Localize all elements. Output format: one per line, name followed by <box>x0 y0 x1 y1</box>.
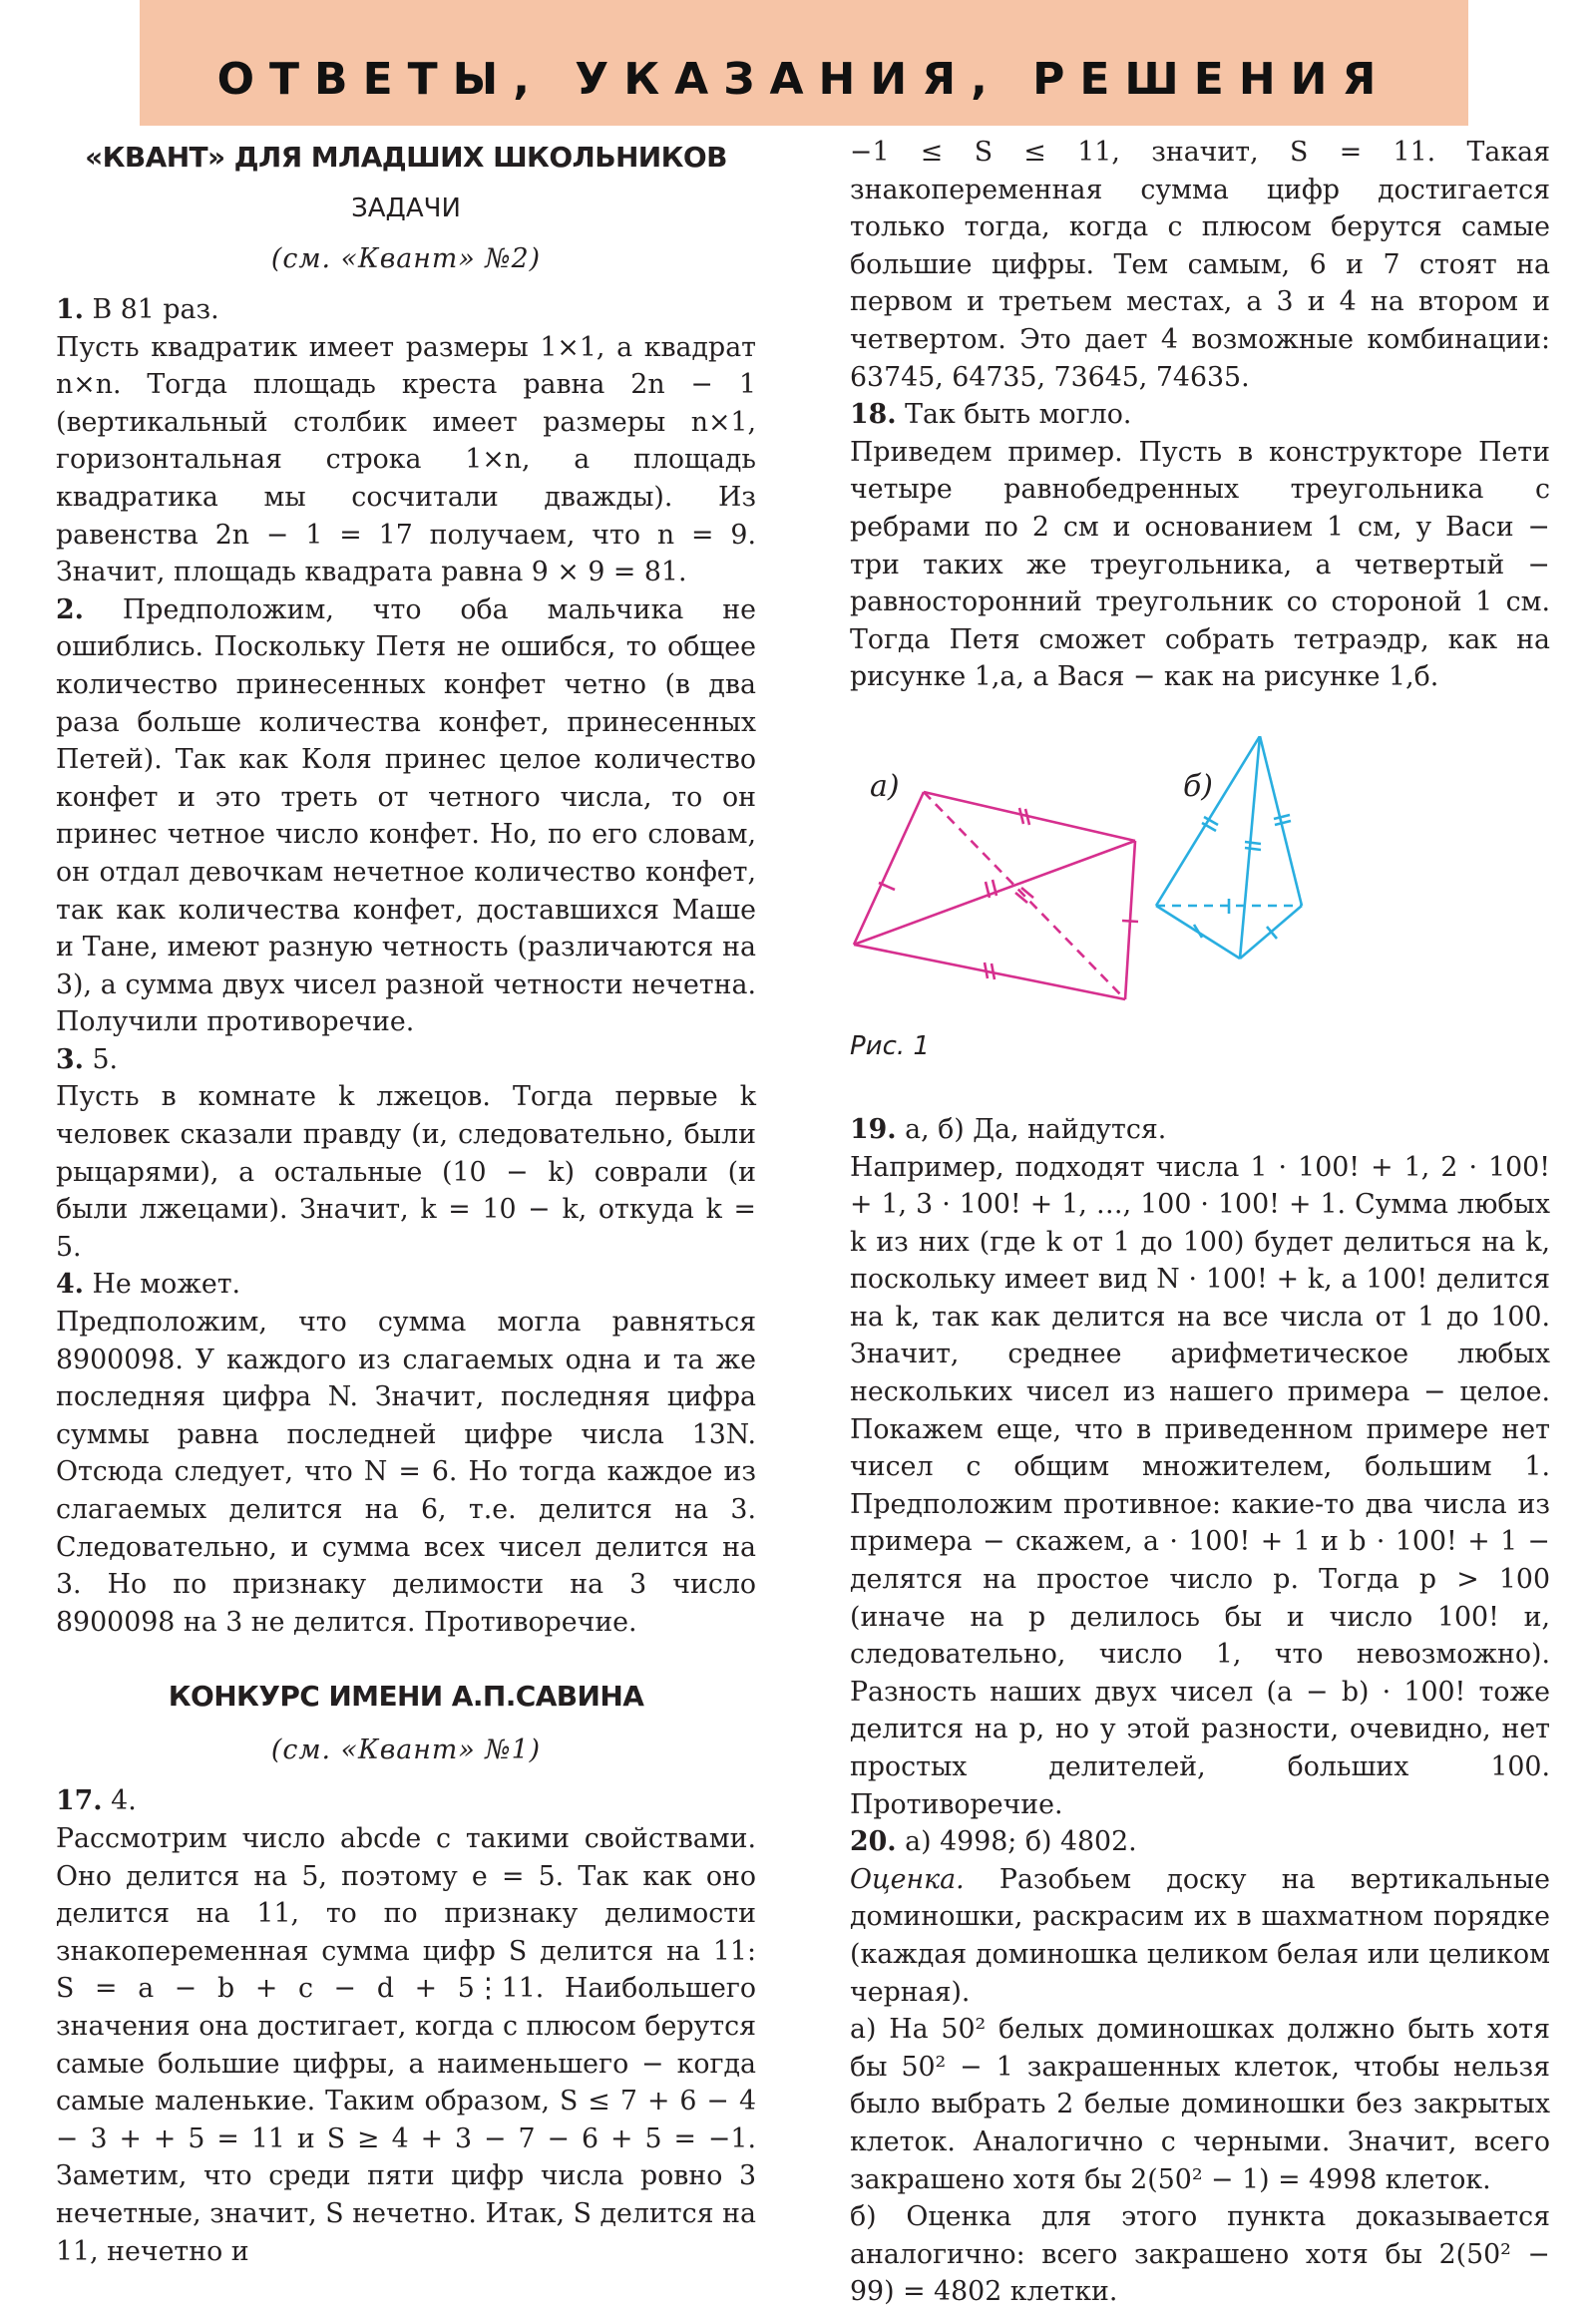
answer-18 <box>850 396 1550 434</box>
answer-text: 5. <box>83 1043 119 1075</box>
solution-18: Приведем пример. Пусть в конструкторе Пети четыре равнобедренных треугольника с ребрами по 2 см и основанием 1 см, у Васи − три таких же треугольника, а четвертый − равносторонний треугольник со стороной 1 см. Тогда Петя сможет собрать тетраэдр, как на рисунке 1,а, а Вася − как на рисунке 1,б. <box>850 436 1550 693</box>
section-reference: (см. «Квант» №1) <box>270 1734 542 1766</box>
answer-17 <box>56 1782 756 1820</box>
page-title: ОТВЕТЫ, УКАЗАНИЯ, РЕШЕНИЯ <box>216 54 1392 105</box>
answer-1 <box>56 291 756 329</box>
problem-number: 19. <box>850 1113 897 1145</box>
answer-19 <box>850 1111 1550 1149</box>
problem-number: 2. <box>56 593 84 625</box>
problem-number: 3. <box>56 1043 84 1075</box>
estimate-text: Разобьем доску на вертикальные доминошки, раскрасим их в шахматном порядке (каждая доминошка целиком белая или целиком черная). <box>850 1863 1550 2008</box>
answer-text: Так быть могло. <box>896 399 1132 431</box>
solution-17-continued: −1 ≤ S ≤ 11, значит, S = 11. Такая знакопеременная сумма цифр достигается только тогда, когда с плюсом берутся самые большие цифры. Тем самым, 6 и 7 стоят на первом и третьем местах, а 3 и 4 на втором и четвертом. Это дает 4 возможные комбинации: 63745, 64735, 73645, 74635. <box>850 137 1550 393</box>
answer-text: а) 4998; б) 4802. <box>896 1826 1137 1858</box>
solution-1: Пусть квадратик имеет размеры 1×1, а квадрат n×n. Тогда площадь креста равна 2n − 1 (вертикальный столбик имеет размеры n×1, горизонтальная строка 1×n, а площадь квадратика мы сосчитали дважды). Из равенства 2n − 1 = 17 получаем, что n = 9. Значит, площадь квадрата равна 9 × 9 = 81. <box>56 331 756 588</box>
answer-3 <box>56 1041 756 1079</box>
problem-number: 20. <box>850 1826 897 1858</box>
problem-number: 17. <box>56 1785 103 1817</box>
problem-2 <box>56 591 756 1041</box>
problem-number: 18. <box>850 399 897 431</box>
figure-b-tetrahedron <box>1156 736 1302 959</box>
answer-text: Не может. <box>83 1269 241 1301</box>
problem-number: 1. <box>56 294 84 325</box>
figure-label-b: б) <box>1183 768 1214 804</box>
section-title-savin: КОНКУРС ИМЕНИ А.П.САВИНА <box>168 1680 644 1714</box>
solution-20-b: б) Оценка для этого пункта доказывается аналогично: всего закрашено хотя бы 2(50² − 99) = 4802 клетки. <box>850 2201 1550 2308</box>
solution-19: Например, подходят числа 1 · 100! + 1, 2 · 100! + 1, 3 · 100! + 1, …, 100 · 100! + 1. Сумма любых k из них (где k от 1 до 100) будет делиться на k, поскольку имеет вид N · 100! + k, а 100! делится на k, так как делится на все числа от 1 до 100. Значит, среднее арифметическое любых нескольких чисел из нашего примера − целое. Покажем еще, что в приведенном примере нет чисел с общим множителем, большим 1. Предположим противное: какие-то два числа из примера − скажем, a · 100! + 1 и b · 100! + 1 − делятся на простое число p. Тогда p > 100 (иначе на p делилось бы и число 100! и, следовательно, число 1, что невозможно). Разность наших двух чисел (a − b) · 100! тоже делится на p, но у этой разности, очевидно, нет простых делителей, больших 100. Противоречие. <box>850 1151 1550 1820</box>
figure-a-tetrahedron <box>854 792 1138 999</box>
figure-label-a: а) <box>870 768 900 804</box>
section-subtitle: ЗАДАЧИ <box>351 193 461 223</box>
figure-1 <box>850 736 1550 1111</box>
answer-text: а, б) Да, найдутся. <box>896 1113 1167 1145</box>
left-column <box>56 134 756 2270</box>
solution-4: Предположим, что сумма могла равняться 8900098. У каждого из слагаемых одна и та же последняя цифра N. Значит, последняя цифра суммы равна последней цифре числа 13N. Отсюда следует, что N = 6. Но тогда каждое из слагаемых делится на 6, т.е. делится на 3. Следовательно, и сумма всех чисел делится на 3. Но по признаку делимости на 3 число 8900098 на 3 не делится. Противоречие. <box>56 1307 756 1638</box>
answer-20 <box>850 1823 1550 1861</box>
problem-number: 4. <box>56 1269 84 1301</box>
section-reference: (см. «Квант» №2) <box>270 243 542 274</box>
solution-text: Предположим, что оба мальчика не ошиблись. Поскольку Петя не ошибся, то общее количество принесенных конфет четно (в два раза больше количества конфет, принесенных Петей). Так как Коля принес целое количество конфет и это треть от четного числа, то он принес четное число конфет. Но, по его словам, он отдал девочкам нечетное количество конфет, так как количества конфет, доставшихся Маше и Тане, имеют разную четность (различаются на 3), а сумма двух чисел разной четности нечетна. Получили противоречие. <box>56 593 756 1038</box>
answer-text: 4. <box>102 1785 137 1817</box>
solution-17: Рассмотрим число abcde с такими свойствами. Оно делится на 5, поэтому e = 5. Так как оно делится на 11, то по признаку делимости знакопеременная сумма цифр S делится на 11: S = a − b + c − d + 5⋮11. Наибольшего значения она достигает, когда с плюсом берутся самые большие цифры, а наименьшего − когда самые маленькие. Таким образом, S ≤ 7 + 6 − 4 − 3 + + 5 = 11 и S ≥ 4 + 3 − 7 − 6 + 5 = −1. Заметим, что среди пяти цифр числа ровно 3 нечетные, значит, S нечетно. Итак, S делится на 11, нечетно и <box>56 1822 756 2267</box>
estimate-label: Оценка. <box>850 1863 965 1895</box>
solution-20-a: а) На 50² белых доминошках должно быть хотя бы 50² − 1 закрашенных клеток, чтобы нельзя было выбрать 2 белые доминошки без закрытых клеток. Аналогично с черными. Значит, всего закрашено хотя бы 2(50² − 1) = 4998 клеток. <box>850 2014 1550 2195</box>
section-title-junior: «КВАНТ» ДЛЯ МЛАДШИХ ШКОЛЬНИКОВ <box>85 141 727 174</box>
right-column <box>850 134 1550 2311</box>
figure-caption: Рис. 1 <box>850 1030 930 1061</box>
solution-20-estimate <box>850 1861 1550 2011</box>
answer-text: В 81 раз. <box>83 294 219 325</box>
solution-3: Пусть в комнате k лжецов. Тогда первые k человек сказали правду (и, следовательно, были рыцарями), а остальные (10 − k) соврали (и были лжецами). Значит, k = 10 − k, откуда k = 5. <box>56 1081 756 1263</box>
answer-4 <box>56 1266 756 1304</box>
